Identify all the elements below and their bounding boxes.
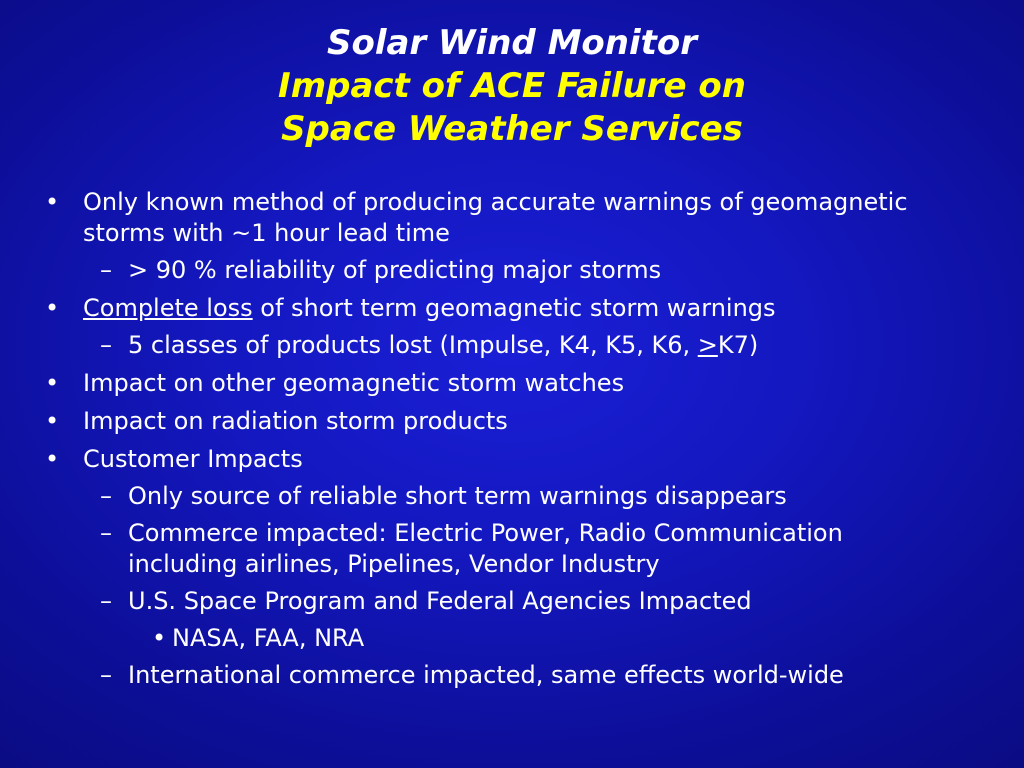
small-bullet-marker: • xyxy=(152,624,167,652)
sub-bullet-item xyxy=(100,481,928,512)
dash-marker: – xyxy=(100,661,112,689)
bullet-item xyxy=(45,406,923,437)
bullet-text: Impact on other geomagnetic storm watches xyxy=(83,369,625,397)
sub-sub-bullet-text: NASA, FAA, NRA xyxy=(172,624,365,652)
slide-title xyxy=(0,22,1024,151)
bullet-item xyxy=(45,444,923,475)
bullet-item xyxy=(45,187,923,249)
bullet-marker: • xyxy=(45,188,60,216)
sub-sub-bullet-item xyxy=(152,623,932,654)
bullet-list xyxy=(0,180,1024,691)
bullet-text: Impact on radiation storm products xyxy=(83,407,508,435)
dash-marker: – xyxy=(100,331,112,359)
sub-bullet-item xyxy=(100,660,928,691)
dash-marker: – xyxy=(100,482,112,510)
bullet-text: Only known method of producing accurate warnings of geomagnetic storms with ~1 hour lead time xyxy=(83,188,908,247)
dash-marker: – xyxy=(100,519,112,547)
title-line-2: Impact of ACE Failure on xyxy=(278,66,746,106)
bullet-marker: • xyxy=(45,294,60,322)
bullet-marker: • xyxy=(45,445,60,473)
sub-bullet-text-end: K7) xyxy=(717,331,759,359)
underlined-symbol: > xyxy=(697,331,718,359)
dash-marker: – xyxy=(100,587,112,615)
sub-bullet-item xyxy=(100,586,928,617)
sub-bullet-text: U.S. Space Program and Federal Agencies Impacted xyxy=(128,587,752,615)
bullet-item xyxy=(45,293,923,324)
sub-bullet-text: International commerce impacted, same effects world-wide xyxy=(128,661,844,689)
bullet-text: Customer Impacts xyxy=(83,445,303,473)
sub-bullet-item xyxy=(100,330,928,361)
bullet-marker: • xyxy=(45,407,60,435)
sub-bullet-text: Commerce impacted: Electric Power, Radio Communication including airlines, Pipelines, Vendor Industry xyxy=(128,519,843,578)
underlined-text: Complete loss xyxy=(83,294,253,322)
title-line-1: Solar Wind Monitor xyxy=(326,23,697,63)
bullet-item xyxy=(45,368,923,399)
sub-bullet-text: > 90 % reliability of predicting major storms xyxy=(128,256,662,284)
bullet-text: of short term geomagnetic storm warnings xyxy=(252,294,776,322)
sub-bullet-item xyxy=(100,255,928,286)
sub-bullet-text: 5 classes of products lost (Impulse, K4, K5, K6, xyxy=(128,331,698,359)
dash-marker: – xyxy=(100,256,112,284)
title-line-3: Space Weather Services xyxy=(281,109,743,149)
bullet-marker: • xyxy=(45,369,60,397)
sub-bullet-item xyxy=(100,518,928,580)
sub-bullet-text: Only source of reliable short term warnings disappears xyxy=(128,482,787,510)
